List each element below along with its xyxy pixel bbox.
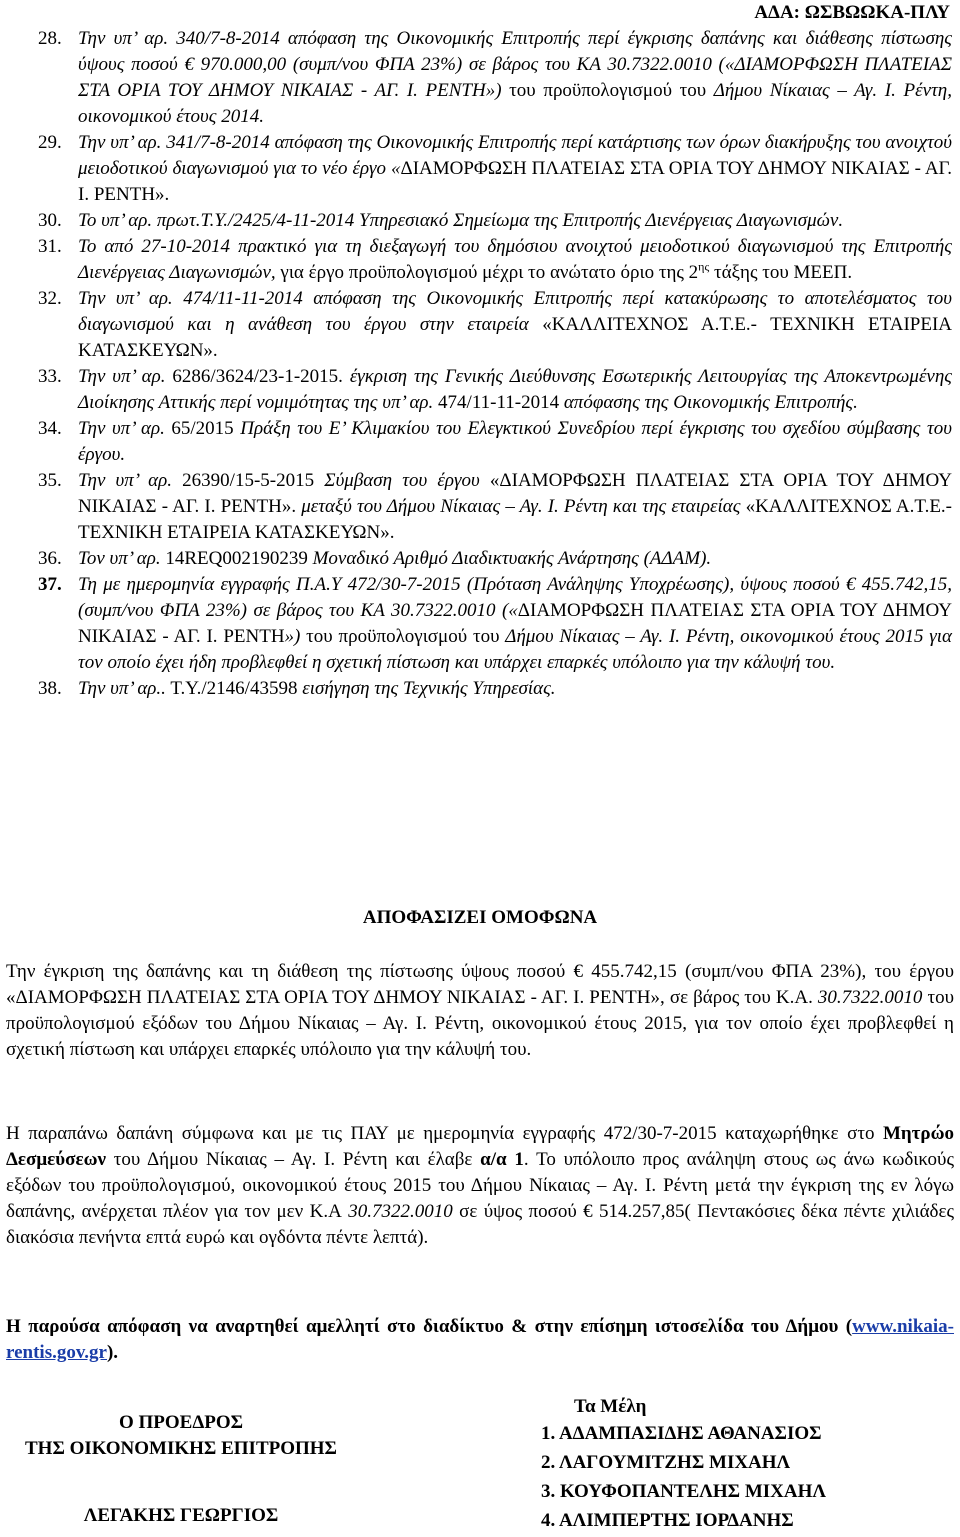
item-number: 29. xyxy=(38,132,62,153)
item-text: του προϋπολογισμού του xyxy=(300,626,506,647)
p1-text-a: Την έγκριση της δαπάνης και τη διάθεση της πίστωσης ύψους ποσού € 455.742,15 (συμπ/νου ΦΠΑ 23%), του έργου «ΔΙΑΜΟΡΦΩΣΗ ΠΛΑΤΕΙΑΣ ΣΤΑ ΟΡΙΑ ΤΟΥ ΔΗΜΟΥ ΝΙΚΑΙΑΣ - ΑΓ. Ι. ΡΕΝΤΗ», σε βάρος του Κ.Α. xyxy=(6,961,954,1008)
president-title: Ο ΠΡΟΕΔΡΟΣ xyxy=(118,1412,244,1433)
decision-paragraph-1 xyxy=(6,959,954,1063)
item-number: 36. xyxy=(38,548,62,569)
item-number: 30. xyxy=(38,210,62,231)
p2-registry: Μητρώο Δεσμεύσεων xyxy=(6,1123,954,1170)
item-text: Την υπ’ αρ. 474/11-11-2014 απόφαση της Οικονομικής Επιτροπής περί κατακύρωσης το αποτελέσματος του διαγωνισμού και η ανάθεση του έργου στην εταιρεία xyxy=(78,288,952,335)
list-item xyxy=(38,572,952,676)
item-text: Δήμου Νίκαιας – Αγ. Ι. Ρέντη, οικονομικού έτους 2014. xyxy=(78,80,952,127)
item-text: Τη με ημερομηνία εγγραφής Π.Α.Υ 472/30-7-2015 (Πρόταση Ανάληψης Υποχρέωσης), ύψους ποσού € 455.742,15, (συμπ/νου ΦΠΑ 23%) σε βάρος του ΚΑ 30.7322.0010 (« xyxy=(78,574,952,621)
list-item xyxy=(38,416,952,468)
item-number: 38. xyxy=(38,678,62,699)
item-text: μεταξύ του Δήμου Νίκαιας – Αγ. Ι. Ρέντη και της εταιρείας xyxy=(296,496,741,517)
item-text: Τον υπ’ αρ. xyxy=(78,548,161,569)
member-3: 3. ΚΟΥΦΟΠΑΝΤΕΛΗΣ ΜΙΧΑΗΛ xyxy=(541,1481,826,1502)
item-text: για έργο προϋπολογισμού μέχρι το ανώτατο όριο της 2 xyxy=(275,262,699,283)
list-item xyxy=(38,208,952,234)
members-list xyxy=(541,1421,826,1537)
item-number: 28. xyxy=(38,28,62,49)
item-text: 65/2015 xyxy=(164,418,234,439)
item-text: ») xyxy=(284,626,301,647)
item-text: του προϋπολογισμού του xyxy=(501,80,714,101)
p1-account-code: 30.7322.0010 xyxy=(812,987,923,1008)
list-item xyxy=(38,26,952,130)
committee-title: ΤΗΣ ΟΙΚΟΝΟΜΙΚΗΣ ΕΠΙΤΡΟΠΗΣ xyxy=(25,1438,337,1459)
list-item xyxy=(38,676,952,702)
item-text: Πράξη του Ε’ Κλιμακίου του Ελεγκτικού Συνεδρίου περί έγκρισης του σχεδίου σύμβασης του έργου. xyxy=(78,418,952,465)
item-text: Σύμβαση του έργου xyxy=(314,470,490,491)
item-text: 6286/3624/23-1-2015. xyxy=(165,366,343,387)
list-item xyxy=(38,364,952,416)
item-number: 33. xyxy=(38,366,62,387)
publication-paragraph xyxy=(6,1314,954,1366)
item-text: ΔΙΑΜΟΡΦΩΣΗ ΠΛΑΤΕΙΑΣ ΣΤΑ ΟΡΙΑ ΤΟΥ ΔΗΜΟΥ ΝΙΚΑΙΑΣ - ΑΓ. Ι. ΡΕΝΤΗ xyxy=(78,600,952,647)
municipality-website-link[interactable]: www.nikaia-rentis.gov.gr xyxy=(6,1316,954,1363)
member-1: 1. ΑΔΑΜΠΑΣΙΔΗΣ ΑΘΑΝΑΣΙΟΣ xyxy=(541,1423,822,1444)
item-text: Την υπ’ αρ. 340/7-8-2014 απόφαση της Οικονομικής Επιτροπής περί έγκρισης δαπάνης και διάθεσης πίστωσης ύψους ποσού € 970.000,00 (συμπ/νου ΦΠΑ 23%) σε βάρος του ΚΑ 30.7322.0010 («ΔΙΑΜΟΡΦΩΣΗ ΠΛΑΤΕΙΑΣ ΣΤΑ ΟΡΙΑ ΤΟΥ ΔΗΜΟΥ ΝΙΚΑΙΑΣ - ΑΓ. Ι. ΡΕΝΤΗ») xyxy=(78,28,952,101)
item-text: Το από 27-10-2014 πρακτικό για τη διεξαγωγή του δημόσιου ανοιχτού μειοδοτικού διαγωνισμού της Επιτροπής Διενέργειας Διαγωνισμών, xyxy=(78,236,952,283)
item-number: 34. xyxy=(38,418,62,439)
member-2: 2. ΛΑΓΟΥΜΙΤΖΗΣ ΜΙΧΑΗΛ xyxy=(541,1452,791,1473)
item-text: Τ.Υ./2146/43598 xyxy=(165,678,298,699)
item-text: Την υπ’ αρ. 341/7-8-2014 απόφαση της Οικονομικής Επιτροπής περί κατάρτισης των όρων διακήρυξης του ανοιχτού μειοδοτικού διαγωνισμού για το νέο έργο « xyxy=(78,132,952,179)
p3-text-b: ). xyxy=(106,1342,119,1363)
p3-text-a: Η παρούσα απόφαση να αναρτηθεί αμελλητί στο διαδίκτυο & στην επίσημη ιστοσελίδα του Δήμου ( xyxy=(6,1316,853,1337)
item-text: έγκριση της Γενικής Διεύθυνσης Εσωτερικής Λειτουργίας της Αποκεντρωμένης Διοίκησης Αττικής περί νομιμότητας της υπ’ αρ. xyxy=(78,366,952,413)
member-4: 4. ΑΛΙΜΠΕΡΤΗΣ ΙΟΡΔΑΝΗΣ xyxy=(541,1510,794,1531)
p1-text-c: του προϋπολογισμού εξόδων του Δήμου Νίκαιας – Αγ. Ι. Ρέντη, οικονομικού έτους 2015, για τον οποίο έχει προβλεφθεί η σχετική πίστωση και υπάρχει επαρκές υπόλοιπο για την κάλυψή του. xyxy=(6,987,955,1060)
decision-heading: ΑΠΟΦΑΣΙΖΕΙ ΟΜΟΦΩΝΑ xyxy=(362,907,598,928)
item-text: ης xyxy=(698,259,710,274)
ada-code: ΑΔΑ: ΩΣΒΩΩΚΑ-ΠΛΥ xyxy=(754,2,950,23)
item-text: Την υπ’ αρ. xyxy=(78,418,165,439)
list-item xyxy=(38,130,952,208)
item-text: απόφασης της Οικονομικής Επιτροπής. xyxy=(559,392,858,413)
list-item xyxy=(38,234,952,286)
item-text: Μοναδικό Αριθμό Διαδικτυακής Ανάρτησης (ΑΔΑΜ). xyxy=(307,548,712,569)
item-text: «ΔΙΑΜΟΡΦΩΣΗ ΠΛΑΤΕΙΑΣ ΣΤΑ ΟΡΙΑ ΤΟΥ ΔΗΜΟΥ ΝΙΚΑΙΑΣ - ΑΓ. Ι. ΡΕΝΤΗ». xyxy=(78,470,953,517)
item-text: 14REQ002190239 xyxy=(160,548,308,569)
p2-text-a: Η παραπάνω δαπάνη σύμφωνα και με τις ΠΑΥ με ημερομηνία εγγραφής 472/30-7-2015 καταχωρήθηκε στο xyxy=(6,1123,883,1144)
item-text: 474/11-11-2014 xyxy=(433,392,560,413)
item-number: 37. xyxy=(38,574,62,595)
p2-account-code: 30.7322.0010 xyxy=(341,1201,453,1222)
item-number: 35. xyxy=(38,470,62,491)
list-item xyxy=(38,286,952,364)
item-text: Την υπ’ αρ. xyxy=(78,470,173,491)
item-text: εισήγηση της Τεχνικής Υπηρεσίας. xyxy=(297,678,556,699)
members-title: Τα Μέλη xyxy=(574,1396,647,1417)
item-text: 26390/15-5-2015 xyxy=(172,470,315,491)
p2-serial: α/α 1 xyxy=(480,1149,524,1170)
item-text: «ΚΑΛΛΙΤΕΧΝΟΣ Α.Τ.Ε.- ΤΕΧΝΙΚΗ ΕΤΑΙΡΕΙΑ ΚΑΤΑΣΚΕΥΩΝ». xyxy=(78,496,952,543)
p2-text-g: σε ύψος ποσού € 514.257,85( Πεντακόσιες δέκα πέντε χιλιάδες διακόσια πενήντα επτά ευρώ και ογδόντα πέντε λεπτά). xyxy=(6,1201,955,1248)
item-text: Την υπ’ αρ.. xyxy=(78,678,166,699)
item-text: ΔΙΑΜΟΡΦΩΣΗ ΠΛΑΤΕΙΑΣ ΣΤΑ ΟΡΙΑ ΤΟΥ ΔΗΜΟΥ ΝΙΚΑΙΑΣ - ΑΓ. Ι. ΡΕΝΤΗ». xyxy=(78,158,952,205)
item-text: Δήμου Νίκαιας – Αγ. Ι. Ρέντη, οικονομικού έτους 2015 για τον οποίο έχει ήδη προβλεφθεί η σχετική πίστωση και υπάρχει επαρκές υπόλοιπο για την κάλυψή του. xyxy=(78,626,952,673)
item-number: 32. xyxy=(38,288,62,309)
item-text: τάξης του ΜΕΕΠ. xyxy=(709,262,853,283)
p2-text-e: . Το υπόλοιπο προς ανάληψη στους ως άνω κωδικούς εξόδων του προϋπολογισμού, οικονομικού έτους 2015 του Δήμου Νίκαιας – Αγ. Ι. Ρέντη μετά την έγκριση της εν λόγω δαπάνης, ανέρχεται πλέον για τον μεν Κ.Α xyxy=(6,1149,954,1222)
decision-paragraph-2 xyxy=(6,1121,954,1251)
list-item xyxy=(38,468,952,546)
item-text: Το υπ’ αρ. πρωτ.Τ.Υ./2425/4-11-2014 Υπηρεσιακό Σημείωμα της Επιτροπής Διενέργειας Διαγωνισμών. xyxy=(78,210,844,231)
item-text: Την υπ’ αρ. xyxy=(78,366,166,387)
president-name: ΛΕΓΑΚΗΣ ΓΕΩΡΓΙΟΣ xyxy=(83,1505,279,1526)
item-number: 31. xyxy=(38,236,62,257)
p2-text-c: του Δήμου Νίκαιας – Αγ. Ι. Ρέντη και έλαβε xyxy=(105,1149,481,1170)
considerations-list xyxy=(38,26,952,702)
item-text: «ΚΑΛΛΙΤΕΧΝΟΣ Α.Τ.Ε.- ΤΕΧΝΙΚΗ ΕΤΑΙΡΕΙΑ ΚΑΤΑΣΚΕΥΩΝ». xyxy=(78,314,952,361)
list-item xyxy=(38,546,952,572)
